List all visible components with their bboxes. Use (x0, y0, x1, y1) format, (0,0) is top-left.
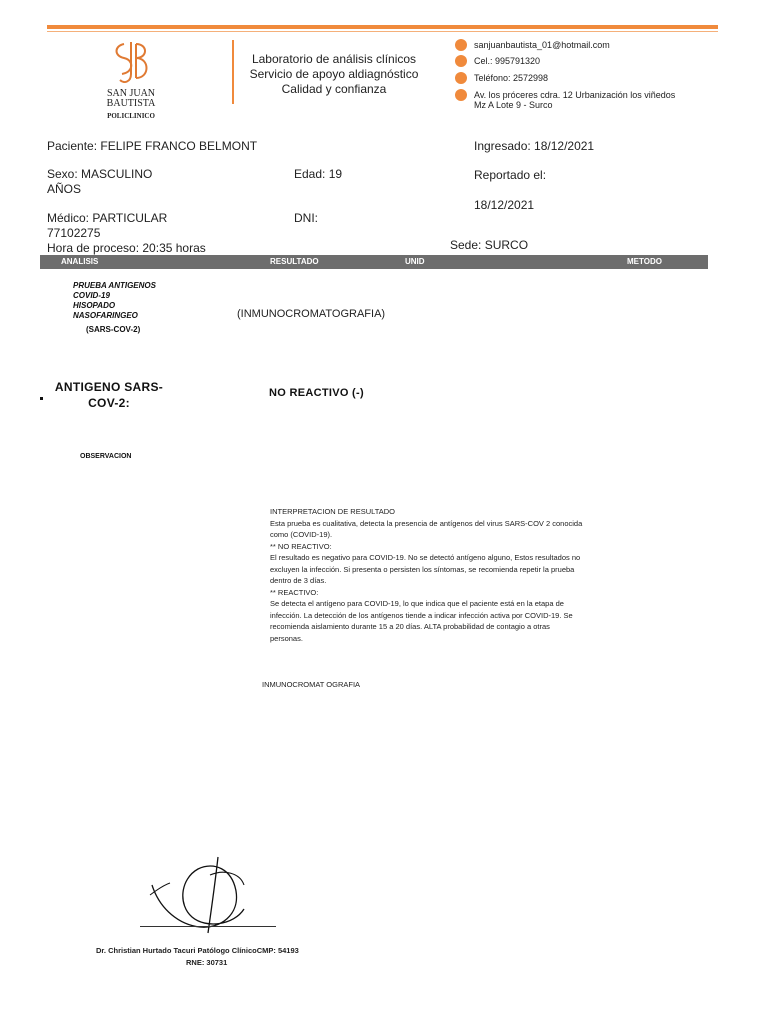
patient-age: Edad: 19 (294, 167, 343, 181)
reportado-date: 18/12/2021 (474, 198, 535, 212)
contact-cel (455, 56, 540, 67)
whatsapp-icon (455, 55, 467, 67)
results-table-header (40, 255, 708, 269)
test-name-line-2: COVID-19 (73, 291, 110, 300)
header-accent-line (47, 31, 718, 32)
phone-icon (455, 72, 467, 84)
logo-line-2: BAUTISTA (106, 98, 156, 109)
interpretation-line: ** REACTIVO: (270, 587, 319, 597)
doctor-rne: RNE: 30731 (186, 958, 228, 967)
signature-icon (140, 855, 280, 935)
interpretation-line: como (COVID-19). (270, 530, 333, 539)
interpretation-line: dentro de 3 días. (270, 576, 327, 585)
cel-text: Cel.: 995791320 (474, 56, 541, 66)
test-name (73, 281, 156, 321)
interpretation-line: personas. (270, 633, 303, 643)
tel-text: Teléfono: 2572998 (474, 73, 549, 83)
doctor-name: Dr. Christian Hurtado Tacuri Patólogo ClínicoCMP: 54193 (96, 946, 299, 955)
test-name-line-1: PRUEBA ANTIGENOS (73, 281, 156, 290)
test-name-line-4: NASOFARINGEO (73, 311, 138, 320)
interpretation-line: ** NO REACTIVO: (270, 541, 332, 551)
header-accent-bar (47, 25, 718, 29)
result-label (51, 379, 167, 411)
col-metodo: METODO (627, 257, 662, 266)
bullet-dot (40, 397, 43, 400)
col-resultado: RESULTADO (270, 257, 319, 266)
result-value: NO REACTIVO (-) (269, 387, 364, 399)
ingresado-date: Ingresado: 18/12/2021 (474, 139, 595, 153)
email-text: sanjuanbautista_01@hotmail.com (474, 40, 610, 50)
interpretation-line: recomienda aislamiento durante 15 a 20 días. ALTA probabilidad de contagio a otras (270, 622, 550, 631)
logo-monogram-icon (100, 40, 162, 86)
observacion-label: OBSERVACION (80, 453, 132, 460)
dni-label: DNI: (294, 211, 318, 225)
patient-name: Paciente: FELIPE FRANCO BELMONT (47, 139, 258, 153)
lab-line-1: Laboratorio de análisis clínicos (251, 52, 417, 66)
address-text (474, 90, 675, 110)
patient-id-number: 77102275 (47, 226, 101, 240)
col-unid: UNID (405, 257, 425, 266)
col-analisis: ANALISIS (61, 257, 99, 266)
patient-sex: Sexo: MASCULINO (47, 167, 153, 181)
lab-line-2: Servicio de apoyo aldiagnóstico (249, 67, 419, 81)
sede: Sede: SURCO (450, 238, 529, 252)
logo-line-3: POLICLINICO (107, 112, 155, 120)
signature-line (140, 926, 276, 927)
contact-email (455, 40, 610, 51)
reportado-label: Reportado el: (474, 168, 547, 182)
lab-line-3: Calidad y confianza (281, 82, 387, 96)
interpretation-line: infección. La detección de los antígenos tiende a indicar infección activa por COVID-19. Se (270, 610, 573, 620)
result-label-line-1: ANTIGENO SARS- (54, 380, 164, 394)
patient-age-unit: AÑOS (47, 182, 82, 196)
interpretation-title: INTERPRETACION DE RESULTADO (270, 507, 396, 516)
location-pin-icon (455, 89, 467, 101)
interpretation-line: Esta prueba es cualitativa, detecta la presencia de antígenos del virus SARS-COV 2 conocida (270, 518, 583, 528)
test-method: (INMUNOCROMATOGRAFIA) (237, 308, 386, 320)
medico: Médico: PARTICULAR (47, 211, 168, 225)
interpretation-block (270, 506, 620, 644)
contact-address (455, 90, 675, 110)
contact-tel (455, 73, 548, 84)
test-sub: (SARS-COV-2) (86, 325, 141, 334)
test-name-line-3: HISOPADO (73, 301, 116, 310)
interpretation-line: Se detecta el antígeno para COVID-19, lo que indica que el paciente está en la etapa de (270, 599, 564, 608)
result-label-line-2: COV-2: (88, 396, 130, 410)
method-footer: INMUNOCROMAT OGRAFIA (262, 680, 361, 689)
logo-line-1: SAN JUAN (106, 88, 156, 99)
hora-proceso: Hora de proceso: 20:35 horas (47, 241, 206, 255)
interpretation-line: El resultado es negativo para COVID-19. No se detectó antígeno alguno, Estos resultados no (270, 553, 581, 562)
address-line-2: Mz A Lote 9 - Surco (474, 100, 553, 110)
clinic-logo (100, 40, 162, 120)
address-line-1: Av. los próceres cdra. 12 Urbanización los viñedos (474, 90, 676, 100)
email-icon (455, 39, 467, 51)
interpretation-line: excluyen la infección. Si presenta o persisten los síntomas, se recomienda repetir la prueba (270, 564, 575, 574)
